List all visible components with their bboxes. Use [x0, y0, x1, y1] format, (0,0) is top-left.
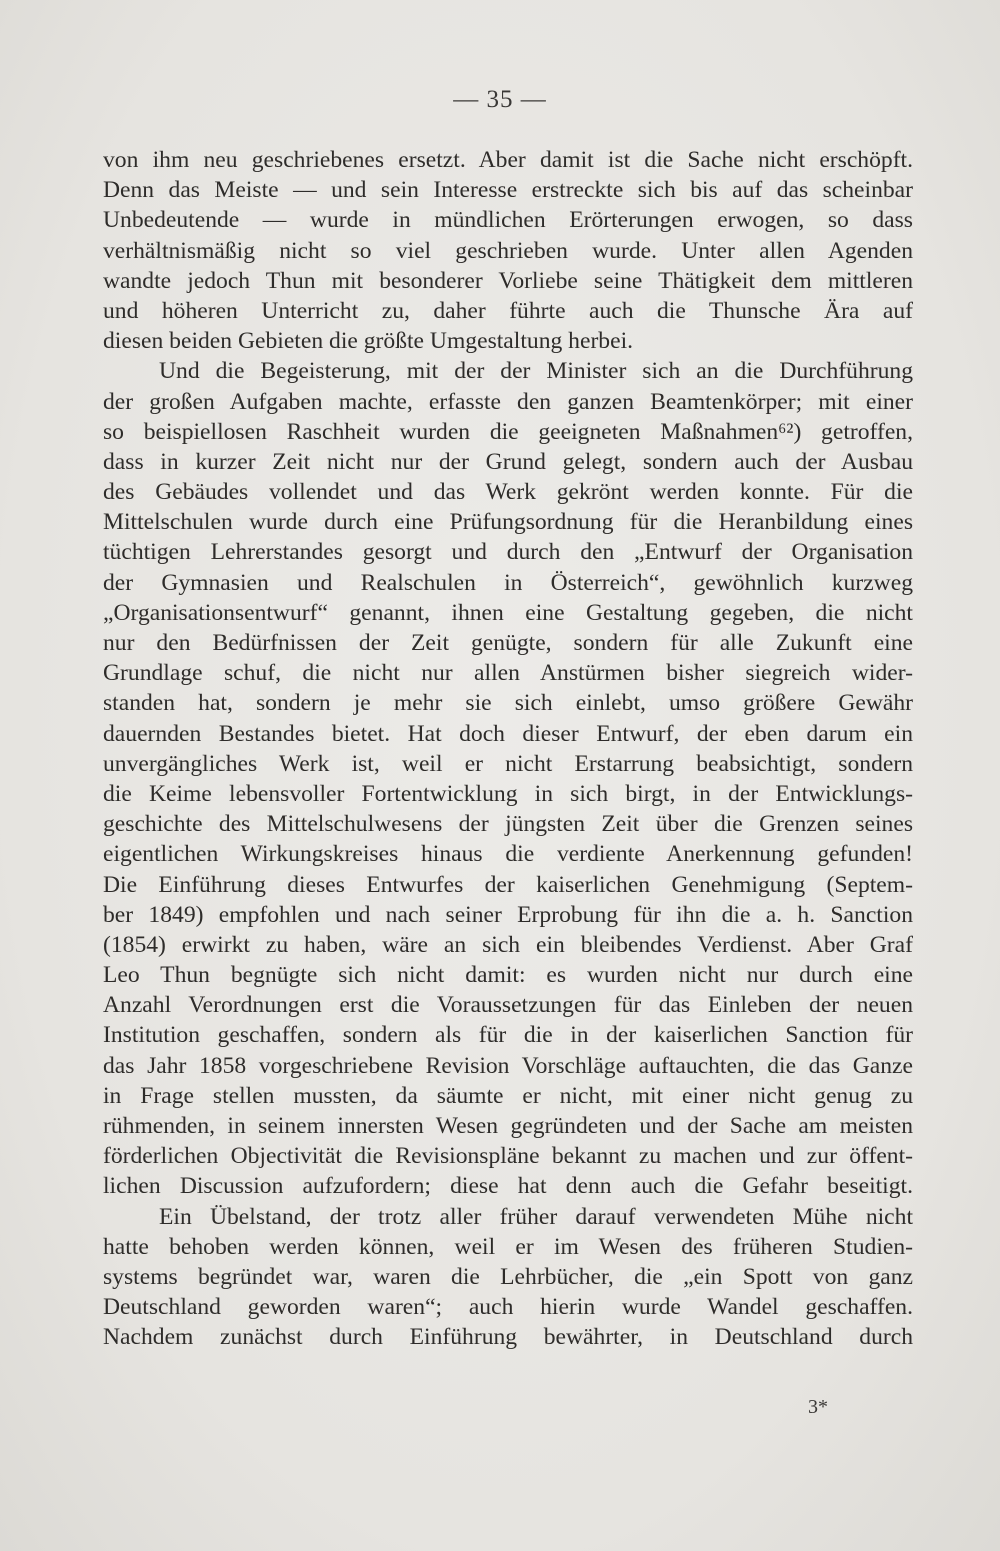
- text-line: Denn das Meiste — und sein Interesse erstreckte sich bis auf das scheinbar: [103, 177, 913, 204]
- text-line: dass in kurzer Zeit nicht nur der Grund gelegt, sondern auch der Ausbau: [103, 448, 913, 475]
- text-line: lichen Discussion aufzufordern; diese hat denn auch die Gefahr beseitigt.: [103, 1173, 913, 1200]
- text-line: Und die Begeisterung, mit der der Minister sich an die Durchführung: [159, 358, 913, 385]
- text-line: Leo Thun begnügte sich nicht damit: es wurden nicht nur durch eine: [103, 962, 913, 989]
- text-line: Institution geschaffen, sondern als für die in der kaiserlichen Sanction für: [103, 1022, 913, 1049]
- signature-mark: 3*: [808, 1396, 828, 1418]
- text-line: die Keime lebensvoller Fortentwicklung in sich birgt, in der Entwicklungs-: [103, 780, 913, 807]
- text-line: „Organisationsentwurf“ genannt, ihnen eine Gestaltung gegeben, die nicht: [103, 599, 913, 626]
- text-line: standen hat, sondern je mehr sie sich einlebt, umso größere Gewähr: [103, 690, 913, 717]
- text-line: geschichte des Mittelschulwesens der jüngsten Zeit über die Grenzen seines: [103, 811, 913, 838]
- text-line: diesen beiden Gebieten die größte Umgestaltung herbei.: [103, 328, 634, 355]
- text-line: eigentlichen Wirkungskreises hinaus die verdiente Anerkennung gefunden!: [103, 841, 913, 868]
- text-line: (1854) erwirkt zu haben, wäre an sich ein bleibendes Verdienst. Aber Graf: [103, 931, 913, 958]
- text-line: hatte behoben werden können, weil er im Wesen des früheren Studien-: [103, 1233, 913, 1260]
- text-line: verhältnismäßig nicht so viel geschrieben wurde. Unter allen Agenden: [103, 237, 913, 264]
- text-line: dauernden Bestandes bietet. Hat doch dieser Entwurf, der eben darum ein: [103, 720, 913, 747]
- text-line: von ihm neu geschriebenes ersetzt. Aber damit ist die Sache nicht erschöpft.: [103, 147, 913, 173]
- text-line: der großen Aufgaben machte, erfasste den ganzen Beamtenkörper; mit einer: [103, 388, 913, 415]
- text-line: rühmenden, in seinem innersten Wesen gegründeten und der Sache am meisten: [103, 1113, 913, 1139]
- page-number: — 35 —: [453, 86, 547, 113]
- text-line: und höheren Unterricht zu, daher führte auch die Thunsche Ära auf: [103, 297, 913, 324]
- text-line: Grundlage schuf, die nicht nur allen Anstürmen bisher siegreich wider-: [103, 660, 913, 687]
- text-line: der Gymnasien und Realschulen in Österreich“, gewöhnlich kurzweg: [103, 569, 913, 596]
- text-line: systems begründet war, waren die Lehrbücher, die „ein Spott von ganz: [103, 1263, 913, 1290]
- text-line: unvergängliches Werk ist, weil er nicht Erstarrung beabsichtigt, sondern: [103, 750, 913, 777]
- text-line: des Gebäudes vollendet und das Werk gekrönt werden konnte. Für die: [103, 479, 913, 506]
- text-line: förderlichen Objectivität die Revisionspläne bekannt zu machen und zur öffent-: [103, 1143, 913, 1170]
- body-text: [103, 145, 913, 1353]
- text-line: Unbedeutende — wurde in mündlichen Erörterungen erwogen, so dass: [103, 207, 913, 234]
- text-line: das Jahr 1858 vorgeschriebene Revision Vorschläge auftauchten, die das Ganze: [103, 1052, 913, 1079]
- text-line: tüchtigen Lehrerstandes gesorgt und durch den „Entwurf der Organisation: [103, 539, 913, 566]
- text-line: Die Einführung dieses Entwurfes der kaiserlichen Genehmigung (Septem-: [103, 871, 913, 898]
- text-line: Mittelschulen wurde durch eine Prüfungsordnung für die Heranbildung eines: [103, 509, 913, 536]
- text-line: wandte jedoch Thun mit besonderer Vorliebe seine Thätigkeit dem mittleren: [103, 267, 913, 294]
- text-line: ber 1849) empfohlen und nach seiner Erprobung für ihn die a. h. Sanction: [103, 901, 913, 928]
- text-line: so beispiellosen Raschheit wurden die geeigneten Maßnahmen⁶²) getroffen,: [103, 418, 913, 445]
- text-line: in Frage stellen mussten, da säumte er nicht, mit einer nicht genug zu: [103, 1082, 913, 1109]
- text-line: Deutschland geworden waren“; auch hierin wurde Wandel geschaffen.: [103, 1294, 913, 1321]
- text-line: nur den Bedürfnissen der Zeit genügte, sondern für alle Zukunft eine: [103, 630, 913, 656]
- text-line: Anzahl Verordnungen erst die Voraussetzungen für das Einleben der neuen: [103, 992, 913, 1019]
- text-line: Nachdem zunächst durch Einführung bewährter, in Deutschland durch: [103, 1324, 913, 1351]
- text-line: Ein Übelstand, der trotz aller früher darauf verwendeten Mühe nicht: [159, 1203, 913, 1230]
